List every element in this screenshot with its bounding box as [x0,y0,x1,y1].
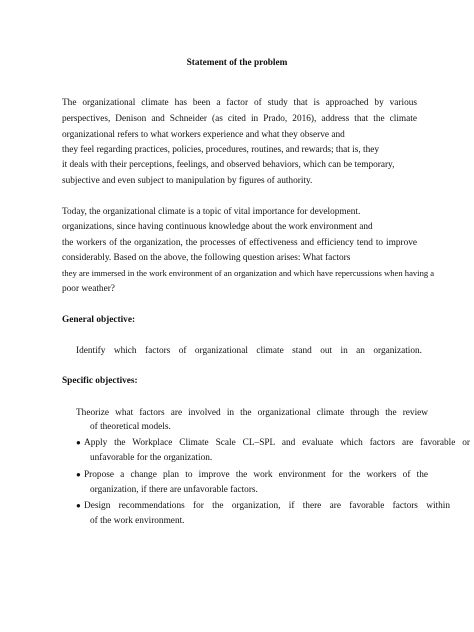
specific-objective-3-line: Propose a change plan to improve the work environment for the workers of the [84,470,428,480]
specific-objective-4-line: of the work environment. [90,516,185,526]
specific-objective-1-line: of theoretical models. [90,422,171,432]
general-objective-text: Identify which factors of organizational climate stand out in an organization. [76,346,422,356]
paragraph-1-line: subjective and even subject to manipulation by figures of authority. [62,176,313,186]
paragraph-2-line: Today, the organizational climate is a topic of vital importance for development. [62,207,361,217]
specific-objective-4-line: Design recommendations for the organization, if there are favorable factors within [84,501,450,511]
general-objective-heading: General objective: [62,315,136,325]
paragraph-2-line: the workers of the organization, the processes of effectiveness and efficiency tend to improve [62,238,417,248]
specific-objective-2-line: Apply the Workplace Climate Scale CL–SPL and evaluate which factors are favorable or [84,438,470,448]
paragraph-1-line: The organizational climate has been a factor of study that is approached by various [62,98,417,108]
paragraph-1-line: perspectives, Denison and Schneider (as cited in Prado, 2016), address that the climate [62,114,417,124]
specific-objectives-heading: Specific objectives: [62,376,138,386]
paragraph-2-line: considerably. Based on the above, the following question arises: What factors [62,253,351,263]
paragraph-1-line: it deals with their perceptions, feelings, and observed behaviors, which can be temporary, [62,160,395,170]
paragraph-1-line: they feel regarding practices, policies, procedures, routines, and rewards; that is, they [62,145,380,155]
bullet-icon: ● [76,470,81,479]
paragraph-2-line: they are immersed in the work environment of an organization and which have repercussions when having a [62,268,435,278]
document-title: Statement of the problem [186,58,288,68]
bullet-icon: ● [76,501,81,510]
paragraph-2-line: poor weather? [62,284,115,294]
paragraph-2-line: organizations, since having continuous knowledge about the work environment and [62,222,373,232]
specific-objective-3-line: organization, if there are unfavorable factors. [90,485,258,495]
specific-objective-2-line: unfavorable for the organization. [90,453,213,463]
specific-objective-1-line: Theorize what factors are involved in the organizational climate through the review [76,408,428,418]
bullet-icon: ● [76,438,81,447]
paragraph-1-line: organizational refers to what workers experience and what they observe and [62,130,345,140]
